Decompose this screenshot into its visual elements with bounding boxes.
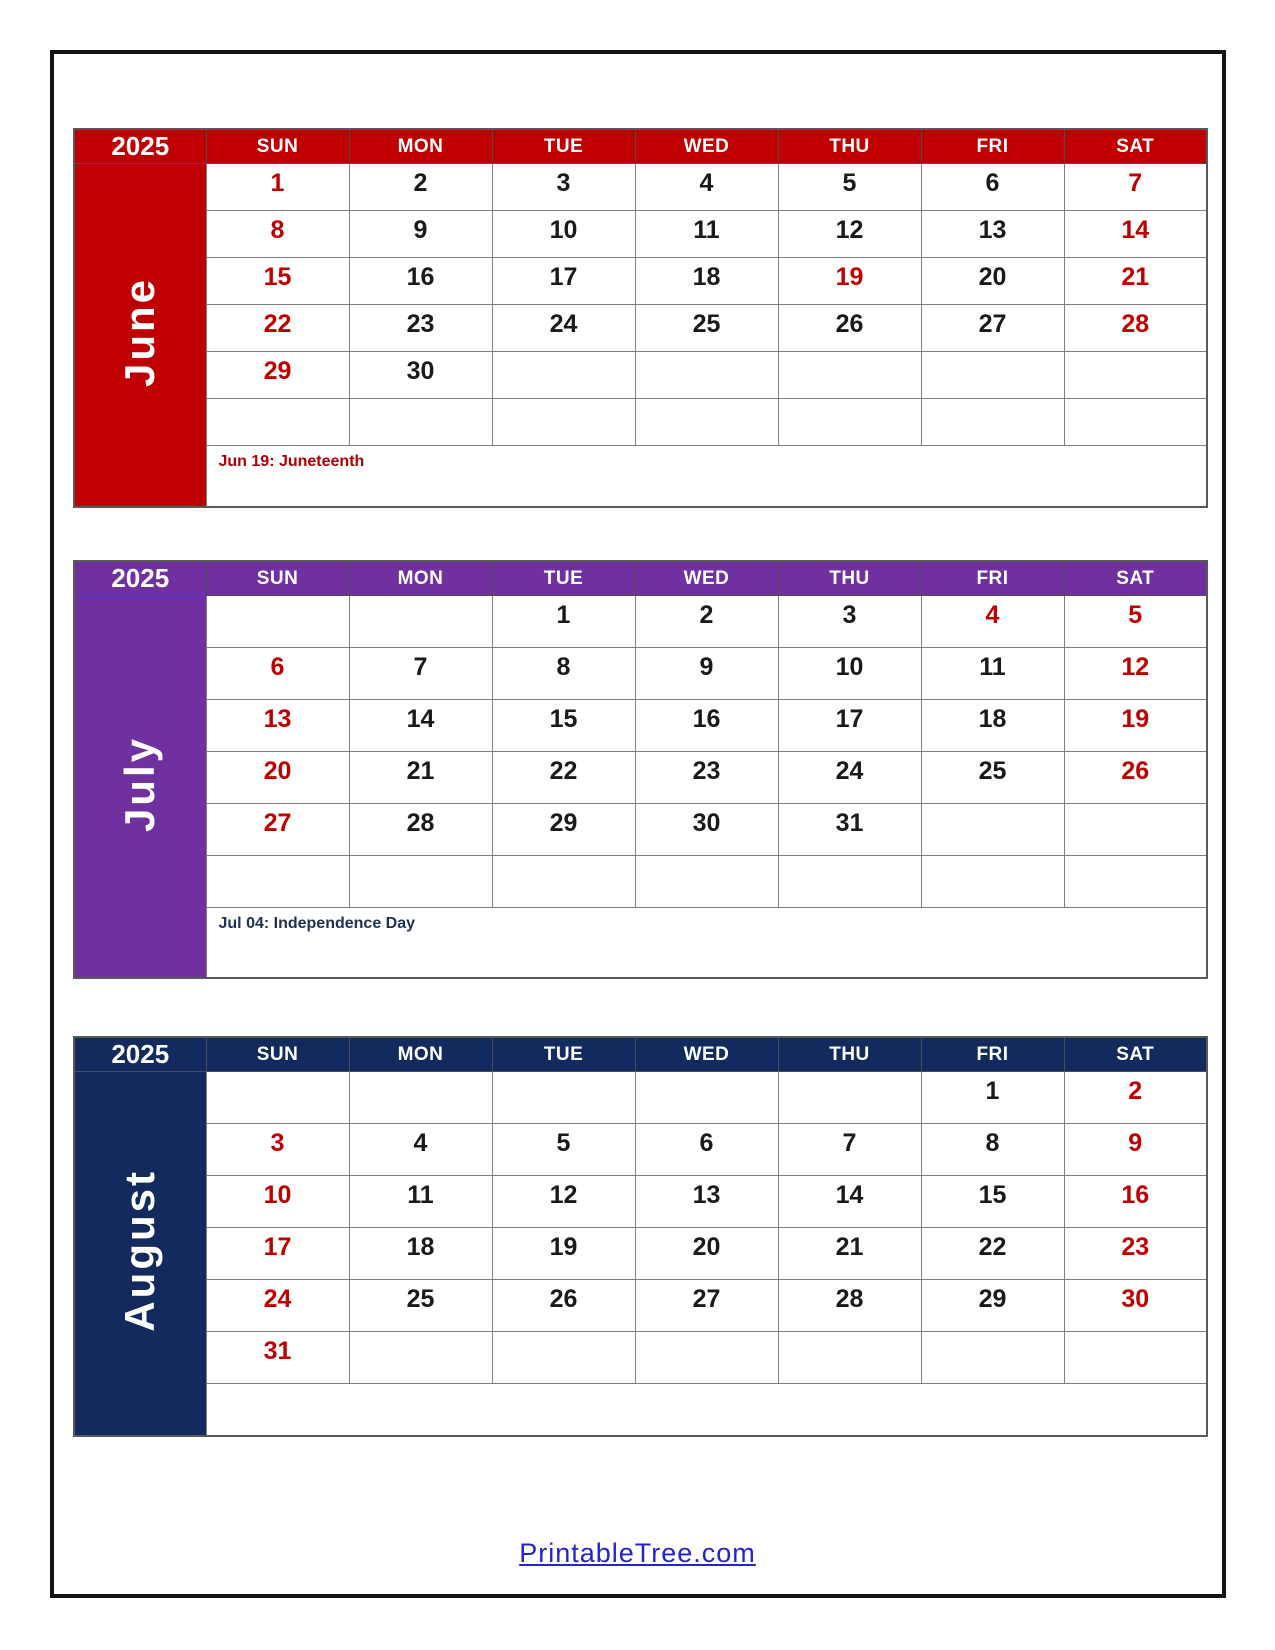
date-june-24: 24 — [492, 305, 635, 352]
date-august-28: 28 — [778, 1280, 921, 1332]
date-august-3: 3 — [206, 1124, 349, 1176]
empty-date-cell-june — [1064, 352, 1207, 399]
date-july-6: 6 — [206, 648, 349, 700]
date-june-7: 7 — [1064, 164, 1207, 211]
empty-date-cell-august — [921, 1332, 1064, 1384]
day-header-wed-june: WED — [635, 129, 778, 164]
date-july-18: 18 — [921, 700, 1064, 752]
date-july-21: 21 — [349, 752, 492, 804]
empty-date-cell-june — [206, 399, 349, 446]
date-august-25: 25 — [349, 1280, 492, 1332]
date-july-26: 26 — [1064, 752, 1207, 804]
date-june-18: 18 — [635, 258, 778, 305]
empty-date-cell-june — [492, 399, 635, 446]
month-name-label-june: June — [116, 277, 164, 388]
empty-date-cell-july — [206, 596, 349, 648]
date-august-19: 19 — [492, 1228, 635, 1280]
empty-date-cell-june — [635, 352, 778, 399]
empty-date-cell-august — [778, 1332, 921, 1384]
day-header-tue-august: TUE — [492, 1037, 635, 1072]
month-calendar-june — [73, 128, 1208, 508]
date-july-22: 22 — [492, 752, 635, 804]
empty-date-cell-july — [778, 856, 921, 908]
date-august-27: 27 — [635, 1280, 778, 1332]
empty-date-cell-june — [778, 399, 921, 446]
date-june-10: 10 — [492, 211, 635, 258]
date-august-4: 4 — [349, 1124, 492, 1176]
date-august-31: 31 — [206, 1332, 349, 1384]
date-june-16: 16 — [349, 258, 492, 305]
date-june-28: 28 — [1064, 305, 1207, 352]
date-june-12: 12 — [778, 211, 921, 258]
date-july-23: 23 — [635, 752, 778, 804]
date-june-19: 19 — [778, 258, 921, 305]
date-august-18: 18 — [349, 1228, 492, 1280]
empty-date-cell-july — [921, 856, 1064, 908]
day-header-mon-july: MON — [349, 561, 492, 596]
date-july-1: 1 — [492, 596, 635, 648]
date-june-8: 8 — [206, 211, 349, 258]
date-july-3: 3 — [778, 596, 921, 648]
date-august-30: 30 — [1064, 1280, 1207, 1332]
date-july-4: 4 — [921, 596, 1064, 648]
date-june-29: 29 — [206, 352, 349, 399]
empty-date-cell-july — [349, 856, 492, 908]
date-july-19: 19 — [1064, 700, 1207, 752]
date-july-12: 12 — [1064, 648, 1207, 700]
date-july-31: 31 — [778, 804, 921, 856]
date-july-14: 14 — [349, 700, 492, 752]
empty-date-cell-july — [349, 596, 492, 648]
empty-date-cell-june — [492, 352, 635, 399]
date-june-11: 11 — [635, 211, 778, 258]
day-header-sun-july: SUN — [206, 561, 349, 596]
day-header-tue-july: TUE — [492, 561, 635, 596]
date-august-16: 16 — [1064, 1176, 1207, 1228]
empty-date-cell-august — [492, 1072, 635, 1124]
date-june-6: 6 — [921, 164, 1064, 211]
date-june-13: 13 — [921, 211, 1064, 258]
holiday-note-june: Jun 19: Juneteenth — [206, 446, 1207, 507]
date-june-15: 15 — [206, 258, 349, 305]
date-august-17: 17 — [206, 1228, 349, 1280]
empty-date-cell-june — [921, 399, 1064, 446]
date-june-4: 4 — [635, 164, 778, 211]
day-header-wed-august: WED — [635, 1037, 778, 1072]
empty-date-cell-july — [1064, 856, 1207, 908]
year-label-july: 2025 — [74, 561, 206, 596]
empty-date-cell-june — [1064, 399, 1207, 446]
date-july-20: 20 — [206, 752, 349, 804]
date-july-8: 8 — [492, 648, 635, 700]
year-label-august: 2025 — [74, 1037, 206, 1072]
date-june-5: 5 — [778, 164, 921, 211]
date-june-27: 27 — [921, 305, 1064, 352]
date-august-7: 7 — [778, 1124, 921, 1176]
date-july-11: 11 — [921, 648, 1064, 700]
date-august-22: 22 — [921, 1228, 1064, 1280]
date-july-5: 5 — [1064, 596, 1207, 648]
empty-date-cell-july — [206, 856, 349, 908]
day-header-wed-july: WED — [635, 561, 778, 596]
month-name-sidebar-june — [74, 164, 206, 507]
footer-link[interactable]: PrintableTree.com — [519, 1538, 756, 1568]
date-july-7: 7 — [349, 648, 492, 700]
date-august-14: 14 — [778, 1176, 921, 1228]
empty-date-cell-july — [921, 804, 1064, 856]
month-calendar-august — [73, 1036, 1208, 1437]
date-august-20: 20 — [635, 1228, 778, 1280]
day-header-sat-june: SAT — [1064, 129, 1207, 164]
date-august-13: 13 — [635, 1176, 778, 1228]
date-august-29: 29 — [921, 1280, 1064, 1332]
date-july-27: 27 — [206, 804, 349, 856]
empty-date-cell-august — [349, 1072, 492, 1124]
date-july-25: 25 — [921, 752, 1064, 804]
date-august-5: 5 — [492, 1124, 635, 1176]
date-june-25: 25 — [635, 305, 778, 352]
date-june-22: 22 — [206, 305, 349, 352]
date-august-8: 8 — [921, 1124, 1064, 1176]
month-name-label-august: August — [116, 1169, 164, 1333]
date-july-16: 16 — [635, 700, 778, 752]
date-august-10: 10 — [206, 1176, 349, 1228]
month-name-sidebar-july — [74, 596, 206, 978]
day-header-mon-june: MON — [349, 129, 492, 164]
empty-date-cell-july — [492, 856, 635, 908]
date-august-23: 23 — [1064, 1228, 1207, 1280]
day-header-mon-august: MON — [349, 1037, 492, 1072]
day-header-tue-june: TUE — [492, 129, 635, 164]
date-july-2: 2 — [635, 596, 778, 648]
day-header-fri-july: FRI — [921, 561, 1064, 596]
empty-date-cell-june — [635, 399, 778, 446]
date-august-1: 1 — [921, 1072, 1064, 1124]
date-august-24: 24 — [206, 1280, 349, 1332]
date-august-9: 9 — [1064, 1124, 1207, 1176]
month-calendar-july — [73, 560, 1208, 979]
empty-date-cell-june — [921, 352, 1064, 399]
date-june-9: 9 — [349, 211, 492, 258]
date-july-15: 15 — [492, 700, 635, 752]
date-june-21: 21 — [1064, 258, 1207, 305]
day-header-sun-august: SUN — [206, 1037, 349, 1072]
day-header-thu-june: THU — [778, 129, 921, 164]
empty-date-cell-august — [778, 1072, 921, 1124]
date-june-14: 14 — [1064, 211, 1207, 258]
date-june-26: 26 — [778, 305, 921, 352]
date-july-28: 28 — [349, 804, 492, 856]
date-july-13: 13 — [206, 700, 349, 752]
date-june-2: 2 — [349, 164, 492, 211]
date-august-21: 21 — [778, 1228, 921, 1280]
date-august-6: 6 — [635, 1124, 778, 1176]
empty-date-cell-august — [1064, 1332, 1207, 1384]
date-august-26: 26 — [492, 1280, 635, 1332]
year-label-june: 2025 — [74, 129, 206, 164]
empty-date-cell-august — [349, 1332, 492, 1384]
day-header-fri-june: FRI — [921, 129, 1064, 164]
day-header-sat-july: SAT — [1064, 561, 1207, 596]
day-header-thu-august: THU — [778, 1037, 921, 1072]
month-name-label-july: July — [116, 735, 164, 832]
date-july-17: 17 — [778, 700, 921, 752]
day-header-thu-july: THU — [778, 561, 921, 596]
holiday-note-july: Jul 04: Independence Day — [206, 908, 1207, 978]
holiday-note-august — [206, 1384, 1207, 1436]
date-june-3: 3 — [492, 164, 635, 211]
date-june-30: 30 — [349, 352, 492, 399]
empty-date-cell-july — [1064, 804, 1207, 856]
date-august-2: 2 — [1064, 1072, 1207, 1124]
date-august-12: 12 — [492, 1176, 635, 1228]
date-august-11: 11 — [349, 1176, 492, 1228]
date-june-20: 20 — [921, 258, 1064, 305]
empty-date-cell-july — [635, 856, 778, 908]
empty-date-cell-august — [492, 1332, 635, 1384]
empty-date-cell-june — [778, 352, 921, 399]
empty-date-cell-august — [206, 1072, 349, 1124]
date-june-1: 1 — [206, 164, 349, 211]
day-header-sun-june: SUN — [206, 129, 349, 164]
day-header-sat-august: SAT — [1064, 1037, 1207, 1072]
month-name-sidebar-august — [74, 1072, 206, 1436]
date-june-17: 17 — [492, 258, 635, 305]
empty-date-cell-june — [349, 399, 492, 446]
date-july-9: 9 — [635, 648, 778, 700]
date-july-29: 29 — [492, 804, 635, 856]
empty-date-cell-august — [635, 1332, 778, 1384]
day-header-fri-august: FRI — [921, 1037, 1064, 1072]
date-july-10: 10 — [778, 648, 921, 700]
empty-date-cell-august — [635, 1072, 778, 1124]
date-july-30: 30 — [635, 804, 778, 856]
date-august-15: 15 — [921, 1176, 1064, 1228]
date-june-23: 23 — [349, 305, 492, 352]
date-july-24: 24 — [778, 752, 921, 804]
